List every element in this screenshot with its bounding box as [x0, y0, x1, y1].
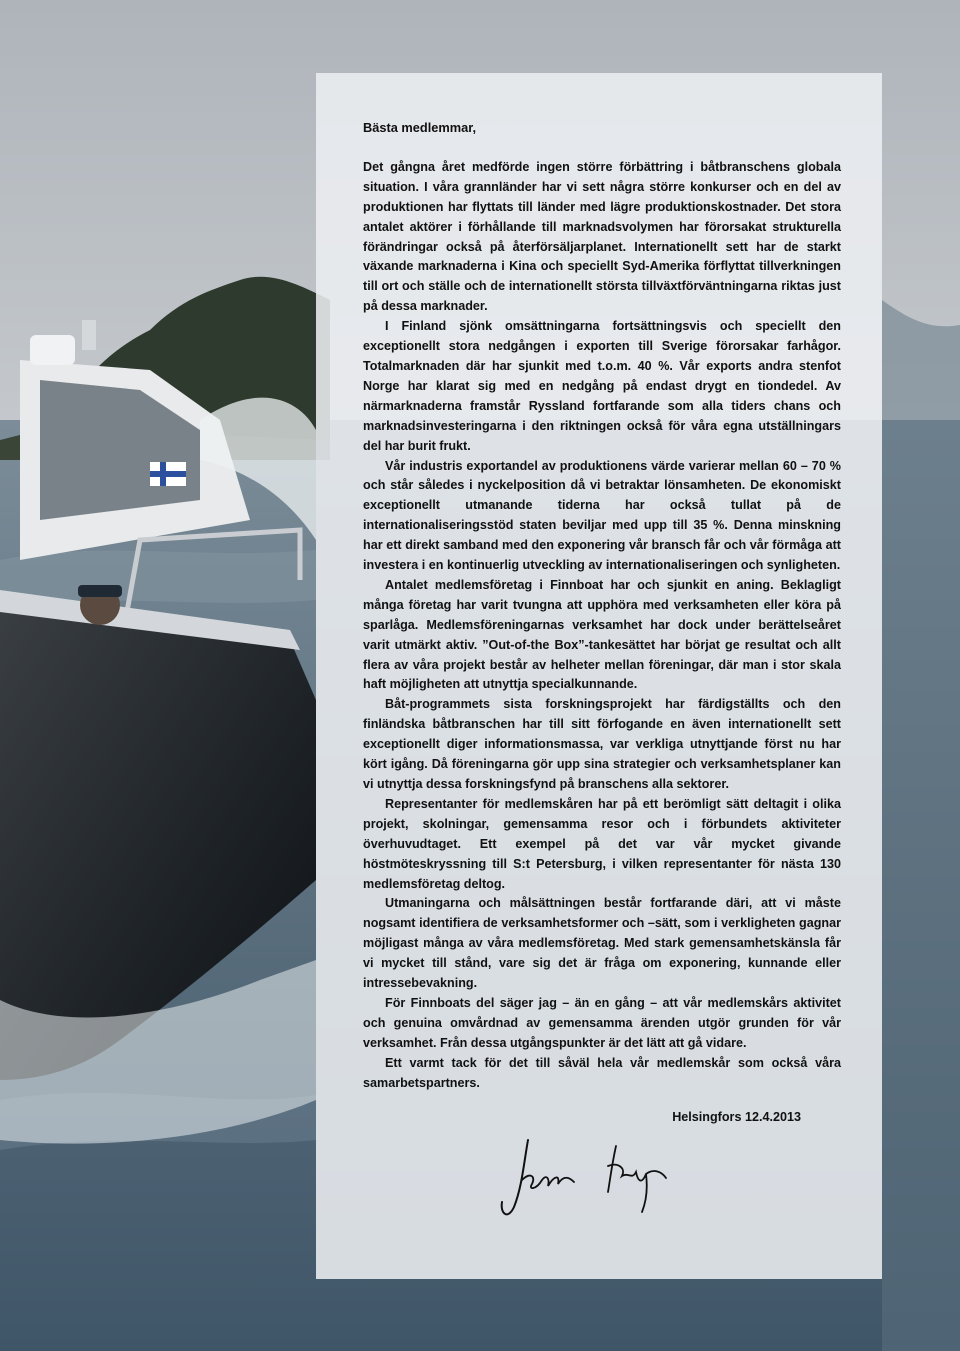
- paragraph-research-program: Båt-programmets sista forskningsprojekt har färdigställts och den finländska båtbranschen har till sitt förfogande en även internationellt sett exceptionellt diger informationsmassa, var verkliga utnyttjande först nu har kört igång. Då föreningarna gör upp sina strategier och verksamhetsplaner kan vi utnyttja dessa forskningsfynd på branschens alla sektorer.: [363, 697, 841, 791]
- paragraph-thanks: Ett varmt tack för det till såväl hela vår medlemskår som också våra samarbetspartners.: [363, 1055, 841, 1090]
- salutation: Bästa medlemmar,: [363, 120, 477, 135]
- handwritten-signature: [496, 1132, 676, 1222]
- paragraph-member-companies: Antalet medlemsföretag i Finnboat har och sjunkit en aning. Beklagligt många företag har varit tvungna att upphöra med verksamheten eller köra på sparlåga. Medlemsföreningarnas verksamhet har dock under berättelseåret varit utmärkt aktiv. ”Out-of-the Box”-tankesättet har börjat ge resultat och allt flera av våra projekt består av helheter mellan föreningar, där man i stor skala haft möjligheten att utnyttja specialkunnande.: [363, 577, 841, 692]
- paragraph-intro: Det gångna året medförde ingen större förbättring i båtbranschens globala situation. I våra grannländer har vi sett några större konkurser och en del av produktionen har flyttats till länder med lägre produktionskostnader. Det stora antalet aktörer i förhållande till marknadsvolymen har förorsakat strukturella förändringar också på återförsäljarplanet. Internationellt sett har de starkt växande marknaderna i Kina och speciellt Syd-Amerika förflyttat tillverkningen till ort och ställe och de internationellt största tillväxtförväntningarna riktas just på dessa marknader.: [363, 159, 841, 314]
- paragraph-representatives: Representanter för medlemskåren har på ett berömligt sätt deltagit i olika projekt, skolningar, gemensamma resor och i förbundets aktiviteter överhuvudtaget. Ett exempel på det var vår mycket givande höstmöteskryssning till S:t Petersburg, i vilken representanter för nästa 130 medlemsföretag deltog.: [363, 796, 841, 891]
- paragraph-finland-market: I Finland sjönk omsättningarna fortsättningsvis och speciellt den exceptionellt stora nedgången i exporten till Sverige förorsakar farhågor. Totalmarknaden där har sjunkit med t.o.m. 40 %. Vår exports andra stenfot Norge har klarat sig med en nedgång på endast drygt en tiondedel. Av närmarknaderna framstår Ryssland fortfarande som alla tiders chans och marknadsinvesteringarna i den riktningen också för våra egna utställningars del har burit frukt.: [363, 319, 841, 453]
- paragraph-export-share: Vår industris exportandel av produktionens värde varierar mellan 60 – 70 % och står således i nyckelposition då vi betraktar lönsamheten. De ekonomiskt exceptionellt utmanande tiderna har också tullat på de internationaliseringsstöd staten beviljar med upp till 35 %. Denna minskning har ett direkt samband med den exponering vår bransch får och vår förmåga att investera i en kontinuerlig utveckling av internationaliseringen och synligheten.: [363, 458, 841, 573]
- paragraph-finnboat-activity: För Finnboats del säger jag – än en gång – att vår medlemskårs aktivitet och genuina omvårdnad av gemensamma ärenden utgör grunden för vår verksamhet. Från dessa utgångspunkter är det lätt att gå vidare.: [363, 995, 841, 1050]
- paragraph-challenges: Utmaningarna och målsättningen består fortfarande däri, att vi måste nogsamt identifiera de verksamhetsformer och –sätt, som i verkligheten gagnar möjligast många av våra medlemsföretag. Med stark gemensamhetskänsla får vi mycket till stånd, vare sig det är fråga om exponering, kunnande eller intressebevakning.: [363, 896, 841, 991]
- letter-body: [363, 118, 841, 1127]
- place-date: Helsingfors 12.4.2013: [672, 1109, 801, 1124]
